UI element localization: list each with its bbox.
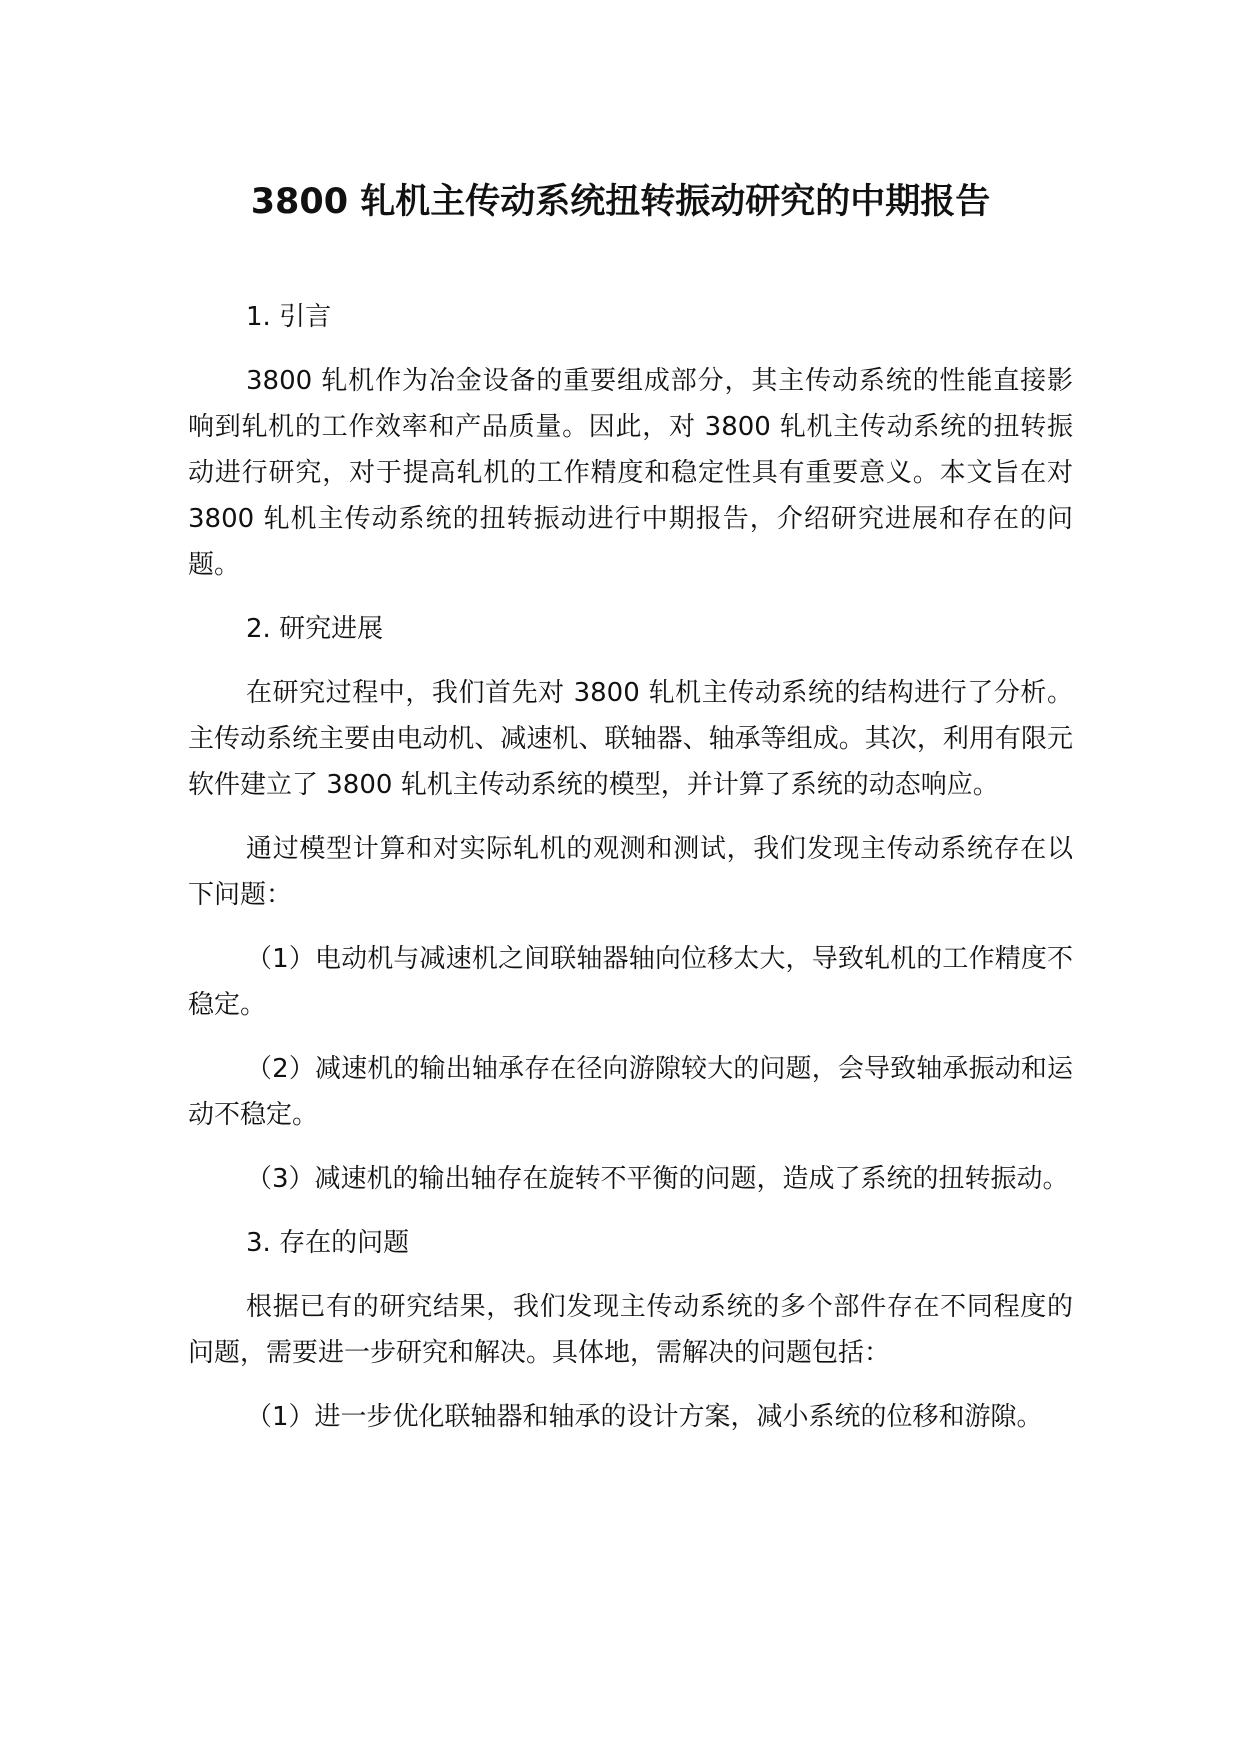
section-introduction [188, 294, 1073, 588]
list-item: （2）减速机的输出轴承存在径向游隙较大的问题，会导致轴承振动和运动不稳定。 [188, 1054, 1073, 1130]
list-item: （1）电动机与减速机之间联轴器轴向位移太大，导致轧机的工作精度不稳定。 [188, 944, 1073, 1020]
paragraph: 在研究过程中，我们首先对 3800 轧机主传动系统的结构进行了分析。主传动系统主要由电动机、减速机、联轴器、轴承等组成。其次，利用有限元软件建立了 3800 轧机主传动系统的模型，并计算了系统的动态响应。 [188, 678, 1073, 800]
section-progress [188, 606, 1073, 1202]
document-body [188, 294, 1073, 1458]
list-item: （1）进一步优化联轴器和轴承的设计方案，减小系统的位移和游隙。 [246, 1402, 1043, 1432]
section-heading: 3. 存在的问题 [246, 1228, 410, 1258]
document-title: 3800 轧机主传动系统扭转振动研究的中期报告 [250, 182, 991, 222]
section-heading: 2. 研究进展 [246, 614, 384, 644]
section-problems [188, 1220, 1073, 1440]
paragraph: 根据已有的研究结果，我们发现主传动系统的多个部件存在不同程度的问题，需要进一步研究和解决。具体地，需解决的问题包括： [188, 1292, 1073, 1368]
paragraph: 通过模型计算和对实际轧机的观测和测试，我们发现主传动系统存在以下问题： [188, 834, 1073, 910]
paragraph: 3800 轧机作为冶金设备的重要组成部分，其主传动系统的性能直接影响到轧机的工作效率和产品质量。因此，对 3800 轧机主传动系统的扭转振动进行研究，对于提高轧机的工作精度和稳定性具有重要意义。本文旨在对 3800 轧机主传动系统的扭转振动进行中期报告，介绍研究进展和存在的问题。 [188, 366, 1073, 580]
list-item: （3）减速机的输出轴存在旋转不平衡的问题，造成了系统的扭转振动。 [246, 1164, 1069, 1194]
section-heading: 1. 引言 [246, 302, 332, 332]
